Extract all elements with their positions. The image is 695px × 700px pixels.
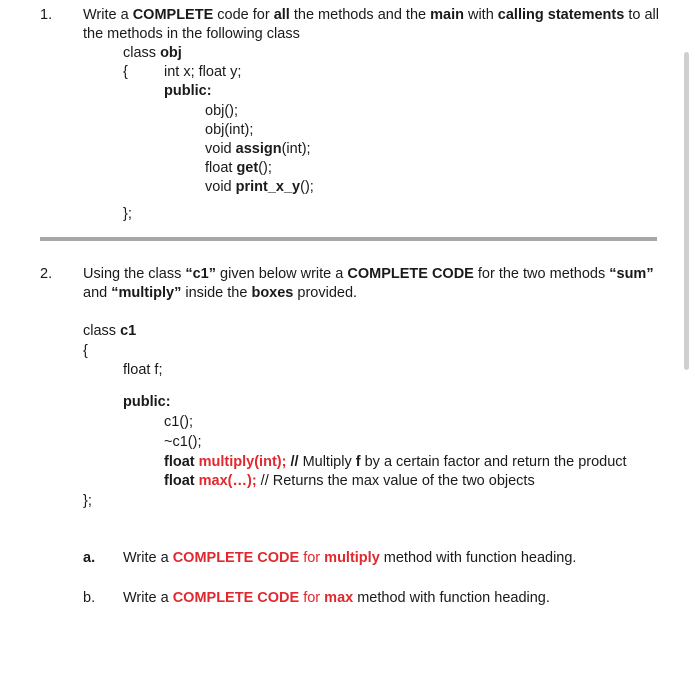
q2-public-label: public: <box>123 394 171 410</box>
q1-class-declaration: class obj <box>123 45 182 61</box>
q2-method-multiply: float multiply(int); // Multiply f by a certain factor and return the product <box>164 454 627 470</box>
q1-close-brace: }; <box>123 206 132 222</box>
q1-method-print: void print_x_y(); <box>205 179 314 195</box>
q2-ctor: c1(); <box>164 414 193 430</box>
q2-open-brace: { <box>83 343 88 359</box>
q1-method-default-ctor: obj(); <box>205 103 239 119</box>
q1-open-brace: { <box>123 64 128 80</box>
q1-method-int-ctor: obj(int); <box>205 122 254 138</box>
q2-method-max: float max(…); // Returns the max value of the two objects <box>164 473 535 489</box>
section-divider <box>40 237 657 241</box>
q1-instruction-line1: Write a COMPLETE code for all the methods and the main with calling statements to all <box>83 7 659 23</box>
q2-class-declaration: class c1 <box>83 323 137 339</box>
q1-members: int x; float y; <box>164 64 242 80</box>
q2-number: 2. <box>40 266 53 282</box>
vertical-scrollbar[interactable] <box>684 52 689 370</box>
q2-part-a-text: Write a COMPLETE CODE for multiply method with function heading. <box>123 550 577 566</box>
q1-method-assign: void assign(int); <box>205 141 311 157</box>
q2-instruction-line1: Using the class “c1” given below write a COMPLETE CODE for the two methods “sum” <box>83 266 654 282</box>
q2-field: float f; <box>123 362 163 378</box>
q2-instruction-line2: and “multiply” inside the boxes provided. <box>83 285 358 301</box>
q2-part-b-text: Write a COMPLETE CODE for max method with function heading. <box>123 590 550 606</box>
q2-part-b-label: b. <box>83 590 96 606</box>
q2-dtor: ~c1(); <box>164 434 202 450</box>
q1-instruction-line2: the methods in the following class <box>83 26 300 42</box>
q2-part-a-label: a. <box>83 550 96 566</box>
q2-close-brace: }; <box>83 493 92 509</box>
q1-number: 1. <box>40 7 53 23</box>
q1-public-label: public: <box>164 83 212 99</box>
q1-method-get: float get(); <box>205 160 272 176</box>
